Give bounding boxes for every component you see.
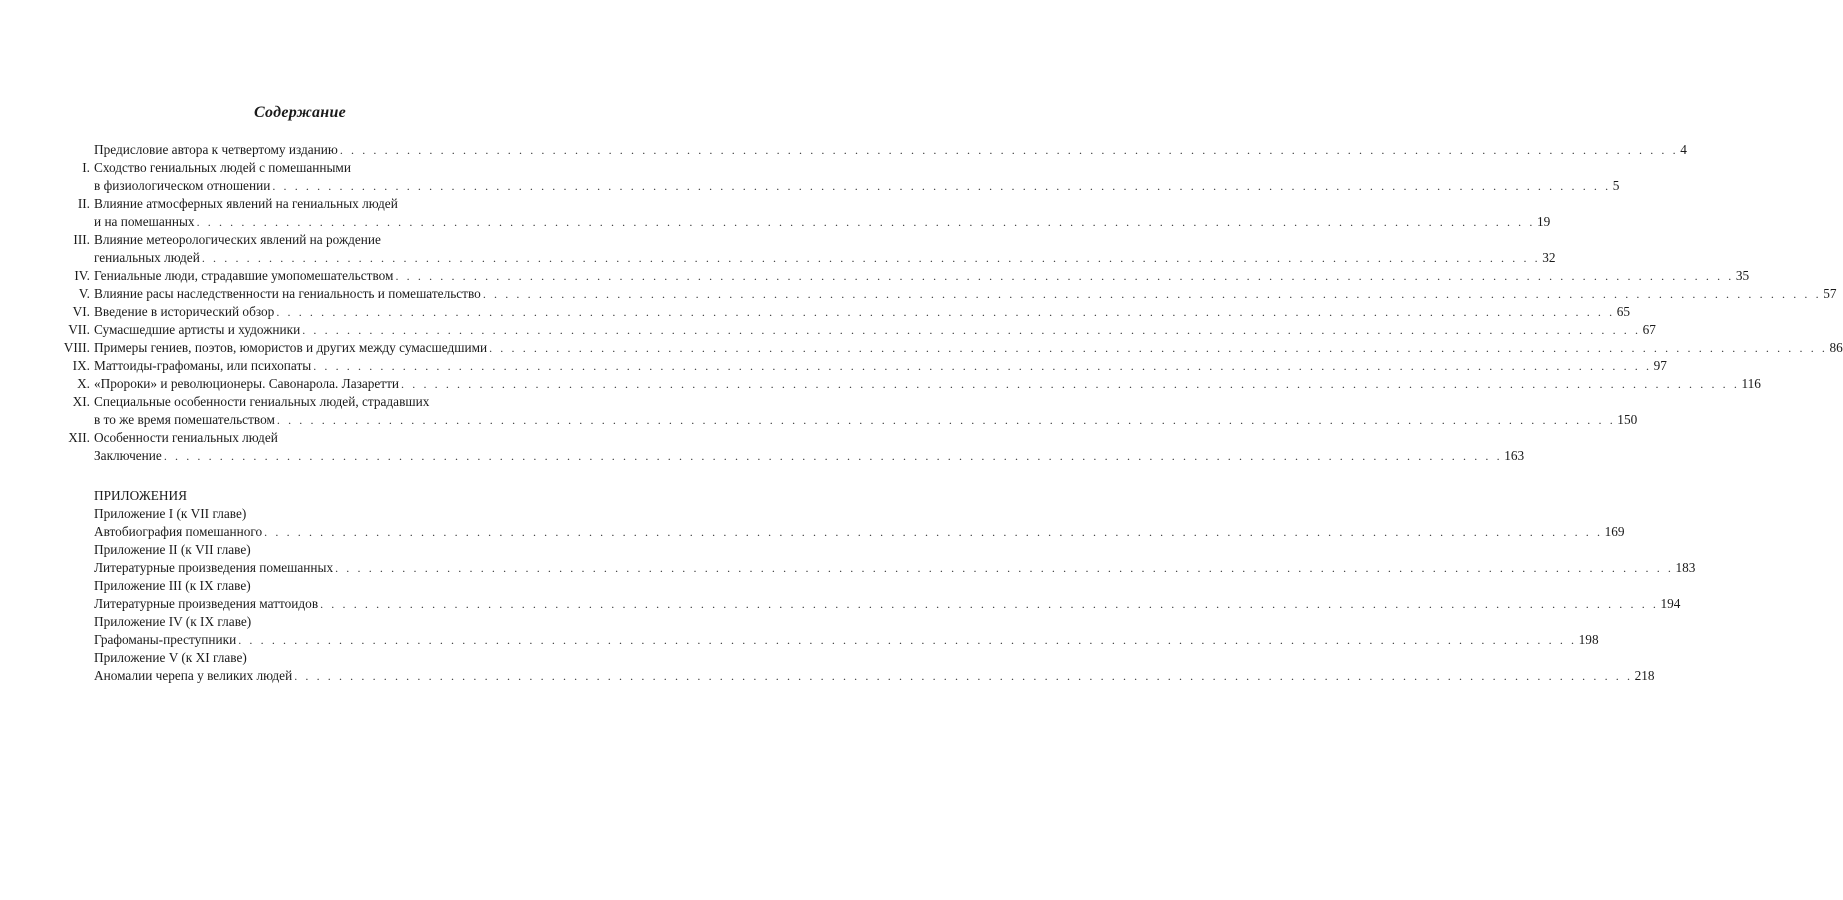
chapter-number: I. [82, 160, 90, 175]
chapter-title: Заключение [94, 448, 162, 463]
chapter-title: гениальных людей [94, 250, 200, 265]
page-number: 194 [1660, 596, 1681, 611]
appendix-entry[interactable] [44, 523, 1625, 541]
page-number: 86 [1829, 340, 1843, 355]
dot-leader: . . . . . . . . . . . . . . . . . . . . . . . . . . . . . . . . . . . . . . . . . . . . . . . . . . . . . . . . . . . . . . . . . . . . . . . . . . . . . . . . . . . . . . . . . . . . . . . . . . . . . . . . . . . . . . . . . . . . . . . . [320, 597, 1659, 611]
toc-entry[interactable] [44, 159, 1620, 195]
dot-leader: . . . . . . . . . . . . . . . . . . . . . . . . . . . . . . . . . . . . . . . . . . . . . . . . . . . . . . . . . . . . . . . . . . . . . . . . . . . . . . . . . . . . . . . . . . . . . . . . . . . . . . . . . . . . . . . . . . . . . . . . [339, 143, 1679, 157]
toc-line [94, 429, 564, 447]
chapter-number [44, 141, 94, 159]
chapter-title: «Пророки» и революционеры. Савонарола. Лазаретти [94, 376, 400, 391]
chapter-title: в физиологическом отношении [94, 178, 271, 193]
appendix-title: Аномалии черепа у великих людей [94, 668, 293, 683]
toc-entry-body [94, 231, 1556, 267]
appendix-entry-body [94, 523, 1625, 541]
toc-entry-body [94, 375, 1761, 393]
dot-leader: . . . . . . . . . . . . . . . . . . . . . . . . . . . . . . . . . . . . . . . . . . . . . . . . . . . . . . . . . . . . . . . . . . . . . . . . . . . . . . . . . . . . . . . . . . . . . . . . . . . . . . . . . . . . . . . . . . . . . . . . [482, 287, 1822, 301]
toc-line [94, 631, 1599, 649]
chapter-number: XI. [72, 394, 90, 409]
toc-line [94, 285, 1837, 303]
toc-line [94, 339, 1843, 357]
chapter-number: VI. [72, 304, 90, 319]
chapter-title: Влияние метеорологических явлений на рождение [94, 232, 381, 247]
toc-line [94, 159, 564, 177]
toc-entry-body [94, 447, 1525, 465]
dot-leader: . . . . . . . . . . . . . . . . . . . . . . . . . . . . . . . . . . . . . . . . . . . . . . . . . . . . . . . . . . . . . . . . . . . . . . . . . . . . . . . . . . . . . . . . . . . . . . . . . . . . . . . . . . . . . . . . . . . . . . . . [489, 341, 1828, 355]
dot-leader: . . . . . . . . . . . . . . . . . . . . . . . . . . . . . . . . . . . . . . . . . . . . . . . . . . . . . . . . . . . . . . . . . . . . . . . . . . . . . . . . . . . . . . . . . . . . . . . . . . . . . . . . . . . . . . . . . . . . . . . . [401, 377, 1740, 391]
page-number: 57 [1823, 286, 1837, 301]
toc-line [94, 303, 1631, 321]
toc-line [94, 231, 564, 249]
page-number: 35 [1735, 268, 1750, 283]
appendix-entry[interactable] [44, 631, 1599, 649]
toc-entry[interactable] [44, 357, 1667, 375]
toc-entry-body [94, 429, 564, 447]
toc-line [94, 505, 564, 523]
appendix-number [44, 631, 94, 649]
chapter-number: III. [73, 232, 90, 247]
toc-entry-body [94, 357, 1667, 375]
toc-line [94, 613, 564, 631]
chapter-title: Примеры гениев, поэтов, юмористов и других между сумасшедшими [94, 340, 488, 355]
toc-line [94, 559, 1696, 577]
toc-line [94, 577, 564, 595]
chapter-title: в то же время помешательством [94, 412, 275, 427]
toc-line [94, 375, 1761, 393]
toc-entry[interactable] [44, 447, 1525, 465]
toc-entry[interactable] [44, 339, 1843, 357]
appendix-title: Приложение II (к VII главе) [94, 542, 251, 557]
appendix-entry-body [94, 613, 564, 631]
table-of-contents [44, 141, 1843, 685]
toc-entry[interactable] [44, 231, 1556, 267]
chapter-title: Специальные особенности гениальных людей, страдавших [94, 394, 430, 409]
appendix-number [44, 595, 94, 613]
page-number: 65 [1616, 304, 1631, 319]
chapter-number [44, 447, 94, 465]
appendix-number [44, 613, 94, 631]
section-gap [44, 465, 564, 487]
appendix-title: Литературные произведения помешанных [94, 560, 334, 575]
page-number: 67 [1642, 322, 1656, 337]
chapter-number: IX. [72, 358, 90, 373]
appendix-entry-body [94, 595, 1681, 613]
appendix-entry[interactable] [44, 613, 564, 631]
appendix-entry-body [94, 667, 1655, 685]
appendix-entry[interactable] [44, 541, 564, 559]
appendix-heading: ПРИЛОЖЕНИЯ [94, 488, 188, 503]
chapter-number: V. [78, 286, 90, 301]
toc-line [94, 595, 1681, 613]
appendix-entry[interactable] [44, 667, 1655, 685]
appendix-entry-body [94, 505, 564, 523]
appendix-title: Приложение IV (к IX главе) [94, 614, 252, 629]
toc-line [94, 393, 564, 411]
toc-line [94, 411, 1638, 429]
appendix-number [44, 577, 94, 595]
page-number: 5 [1612, 178, 1620, 193]
chapter-title: Влияние расы наследственности на гениальность и помешательство [94, 286, 481, 301]
toc-entry-body [94, 159, 1620, 195]
dot-leader: . . . . . . . . . . . . . . . . . . . . . . . . . . . . . . . . . . . . . . . . . . . . . . . . . . . . . . . . . . . . . . . . . . . . . . . . . . . . . . . . . . . . . . . . . . . . . . . . . . . . . . . . . . . . . . . . . . . . . . . . [313, 359, 1652, 373]
toc-line [94, 667, 1655, 685]
dot-leader: . . . . . . . . . . . . . . . . . . . . . . . . . . . . . . . . . . . . . . . . . . . . . . . . . . . . . . . . . . . . . . . . . . . . . . . . . . . . . . . . . . . . . . . . . . . . . . . . . . . . . . . . . . . . . . . . . . . . . . . . [163, 449, 1503, 463]
toc-entry-body [94, 393, 1638, 429]
toc-line [94, 541, 564, 559]
appendix-number [44, 559, 94, 577]
toc-entry[interactable] [44, 429, 564, 447]
toc-entry[interactable] [44, 375, 1761, 393]
chapter-title: Влияние атмосферных явлений на гениальных людей [94, 196, 398, 211]
appendix-title: Приложение III (к IX главе) [94, 578, 251, 593]
page-number: 163 [1504, 448, 1525, 463]
dot-leader: . . . . . . . . . . . . . . . . . . . . . . . . . . . . . . . . . . . . . . . . . . . . . . . . . . . . . . . . . . . . . . . . . . . . . . . . . . . . . . . . . . . . . . . . . . . . . . . . . . . . . . . . . . . . . . . . . . . . . . . . [302, 323, 1641, 337]
appendix-entry[interactable] [44, 505, 564, 523]
dot-leader: . . . . . . . . . . . . . . . . . . . . . . . . . . . . . . . . . . . . . . . . . . . . . . . . . . . . . . . . . . . . . . . . . . . . . . . . . . . . . . . . . . . . . . . . . . . . . . . . . . . . . . . . . . . . . . . . . . . . . . . . [276, 413, 1616, 427]
toc-entry[interactable] [44, 195, 1551, 231]
appendix-entry[interactable] [44, 649, 564, 667]
toc-entry[interactable] [44, 321, 1656, 339]
toc-line [94, 141, 1687, 159]
dot-leader: . . . . . . . . . . . . . . . . . . . . . . . . . . . . . . . . . . . . . . . . . . . . . . . . . . . . . . . . . . . . . . . . . . . . . . . . . . . . . . . . . . . . . . . . . . . . . . . . . . . . . . . . . . . . . . . . . . . . . . . . [294, 669, 1633, 683]
page-number: 169 [1604, 524, 1625, 539]
toc-line [94, 357, 1667, 375]
appendix-title: Автобиография помешанного [94, 524, 263, 539]
appendix-number [44, 649, 94, 667]
page-number: 19 [1536, 214, 1551, 229]
toc-line [94, 321, 1656, 339]
appendix-title: Графоманы-преступники [94, 632, 237, 647]
chapter-title: Предисловие автора к четвертому изданию [94, 142, 338, 157]
page-number: 150 [1617, 412, 1638, 427]
page-number: 32 [1542, 250, 1556, 265]
chapter-number: II. [77, 196, 90, 211]
chapter-number: X. [77, 376, 90, 391]
toc-line [94, 267, 1750, 285]
page-number: 183 [1675, 560, 1696, 575]
dot-leader: . . . . . . . . . . . . . . . . . . . . . . . . . . . . . . . . . . . . . . . . . . . . . . . . . . . . . . . . . . . . . . . . . . . . . . . . . . . . . . . . . . . . . . . . . . . . . . . . . . . . . . . . . . . . . . . . . . . . . . . . [196, 215, 1535, 229]
chapter-title: Маттоиды-графоманы, или психопаты [94, 358, 312, 373]
appendix-entry-body [94, 649, 564, 667]
toc-entry[interactable] [44, 393, 1638, 429]
toc-entry-body [94, 195, 1551, 231]
chapter-number: XII. [68, 430, 90, 445]
toc-line [94, 523, 1625, 541]
chapter-title: и на помешанных [94, 214, 195, 229]
chapter-number: VIII. [63, 340, 90, 355]
appendix-number [44, 667, 94, 685]
appendix-number [44, 541, 94, 559]
dot-leader: . . . . . . . . . . . . . . . . . . . . . . . . . . . . . . . . . . . . . . . . . . . . . . . . . . . . . . . . . . . . . . . . . . . . . . . . . . . . . . . . . . . . . . . . . . . . . . . . . . . . . . . . . . . . . . . . . . . . . . . . [395, 269, 1734, 283]
chapter-title: Сумасшедшие артисты и художники [94, 322, 301, 337]
dot-leader: . . . . . . . . . . . . . . . . . . . . . . . . . . . . . . . . . . . . . . . . . . . . . . . . . . . . . . . . . . . . . . . . . . . . . . . . . . . . . . . . . . . . . . . . . . . . . . . . . . . . . . . . . . . . . . . . . . . . . . . . [264, 525, 1603, 539]
toc-entry-body [94, 141, 1687, 159]
chapter-title: Особенности гениальных людей [94, 430, 278, 445]
toc-entry[interactable] [44, 303, 1631, 321]
appendix-number [44, 523, 94, 541]
toc-entry[interactable] [44, 267, 1750, 285]
page-number: 116 [1741, 376, 1761, 391]
toc-line [94, 213, 1551, 231]
toc-entry-body [94, 339, 1843, 357]
page-number: 4 [1680, 142, 1687, 157]
toc-line [94, 195, 564, 213]
toc-title: Содержание [253, 104, 347, 121]
appendix-entry-body [94, 541, 564, 559]
appendix-title: Литературные произведения маттоидов [94, 596, 319, 611]
page-number: 97 [1653, 358, 1667, 373]
dot-leader: . . . . . . . . . . . . . . . . . . . . . . . . . . . . . . . . . . . . . . . . . . . . . . . . . . . . . . . . . . . . . . . . . . . . . . . . . . . . . . . . . . . . . . . . . . . . . . . . . . . . . . . . . . . . . . . . . . . . . . . . [272, 179, 1611, 193]
toc-entry-body [94, 321, 1656, 339]
appendix-title: Приложение V (к XI главе) [94, 650, 247, 665]
toc-entry[interactable] [44, 285, 1837, 303]
dot-leader: . . . . . . . . . . . . . . . . . . . . . . . . . . . . . . . . . . . . . . . . . . . . . . . . . . . . . . . . . . . . . . . . . . . . . . . . . . . . . . . . . . . . . . . . . . . . . . . . . . . . . . . . . . . . . . . . . . . . . . . . [238, 633, 1577, 647]
toc-line [94, 649, 564, 667]
toc-entry[interactable] [44, 141, 1687, 159]
toc-line [94, 177, 1620, 195]
dot-leader: . . . . . . . . . . . . . . . . . . . . . . . . . . . . . . . . . . . . . . . . . . . . . . . . . . . . . . . . . . . . . . . . . . . . . . . . . . . . . . . . . . . . . . . . . . . . . . . . . . . . . . . . . . . . . . . . . . . . . . . . [276, 305, 1615, 319]
toc-line [94, 249, 1556, 267]
appendix-entry-body [94, 559, 1696, 577]
appendix-entry[interactable] [44, 559, 1696, 577]
appendix-entry[interactable] [44, 595, 1681, 613]
dot-leader: . . . . . . . . . . . . . . . . . . . . . . . . . . . . . . . . . . . . . . . . . . . . . . . . . . . . . . . . . . . . . . . . . . . . . . . . . . . . . . . . . . . . . . . . . . . . . . . . . . . . . . . . . . . . . . . . . . . . . . . . [335, 561, 1674, 575]
page-number: 198 [1578, 632, 1599, 647]
chapter-number: IV. [74, 268, 90, 283]
appendix-entry-body [94, 631, 1599, 649]
toc-line [94, 447, 1525, 465]
page-number: 218 [1634, 668, 1655, 683]
toc-entry-body [94, 303, 1631, 321]
appendix-entry-body [94, 577, 564, 595]
appendix-title: Приложение I (к VII главе) [94, 506, 247, 521]
dot-leader: . . . . . . . . . . . . . . . . . . . . . . . . . . . . . . . . . . . . . . . . . . . . . . . . . . . . . . . . . . . . . . . . . . . . . . . . . . . . . . . . . . . . . . . . . . . . . . . . . . . . . . . . . . . . . . . . . . . . . . . . [201, 251, 1541, 265]
toc-entry-body [94, 267, 1750, 285]
chapter-number: VII. [68, 322, 90, 337]
appendix-entry[interactable] [44, 577, 564, 595]
chapter-title: Сходство гениальных людей с помешанными [94, 160, 351, 175]
toc-entry-body [94, 285, 1837, 303]
appendix-number [44, 505, 94, 523]
chapter-title: Введение в исторический обзор [94, 304, 275, 319]
chapter-title: Гениальные люди, страдавшие умопомешательством [94, 268, 394, 283]
